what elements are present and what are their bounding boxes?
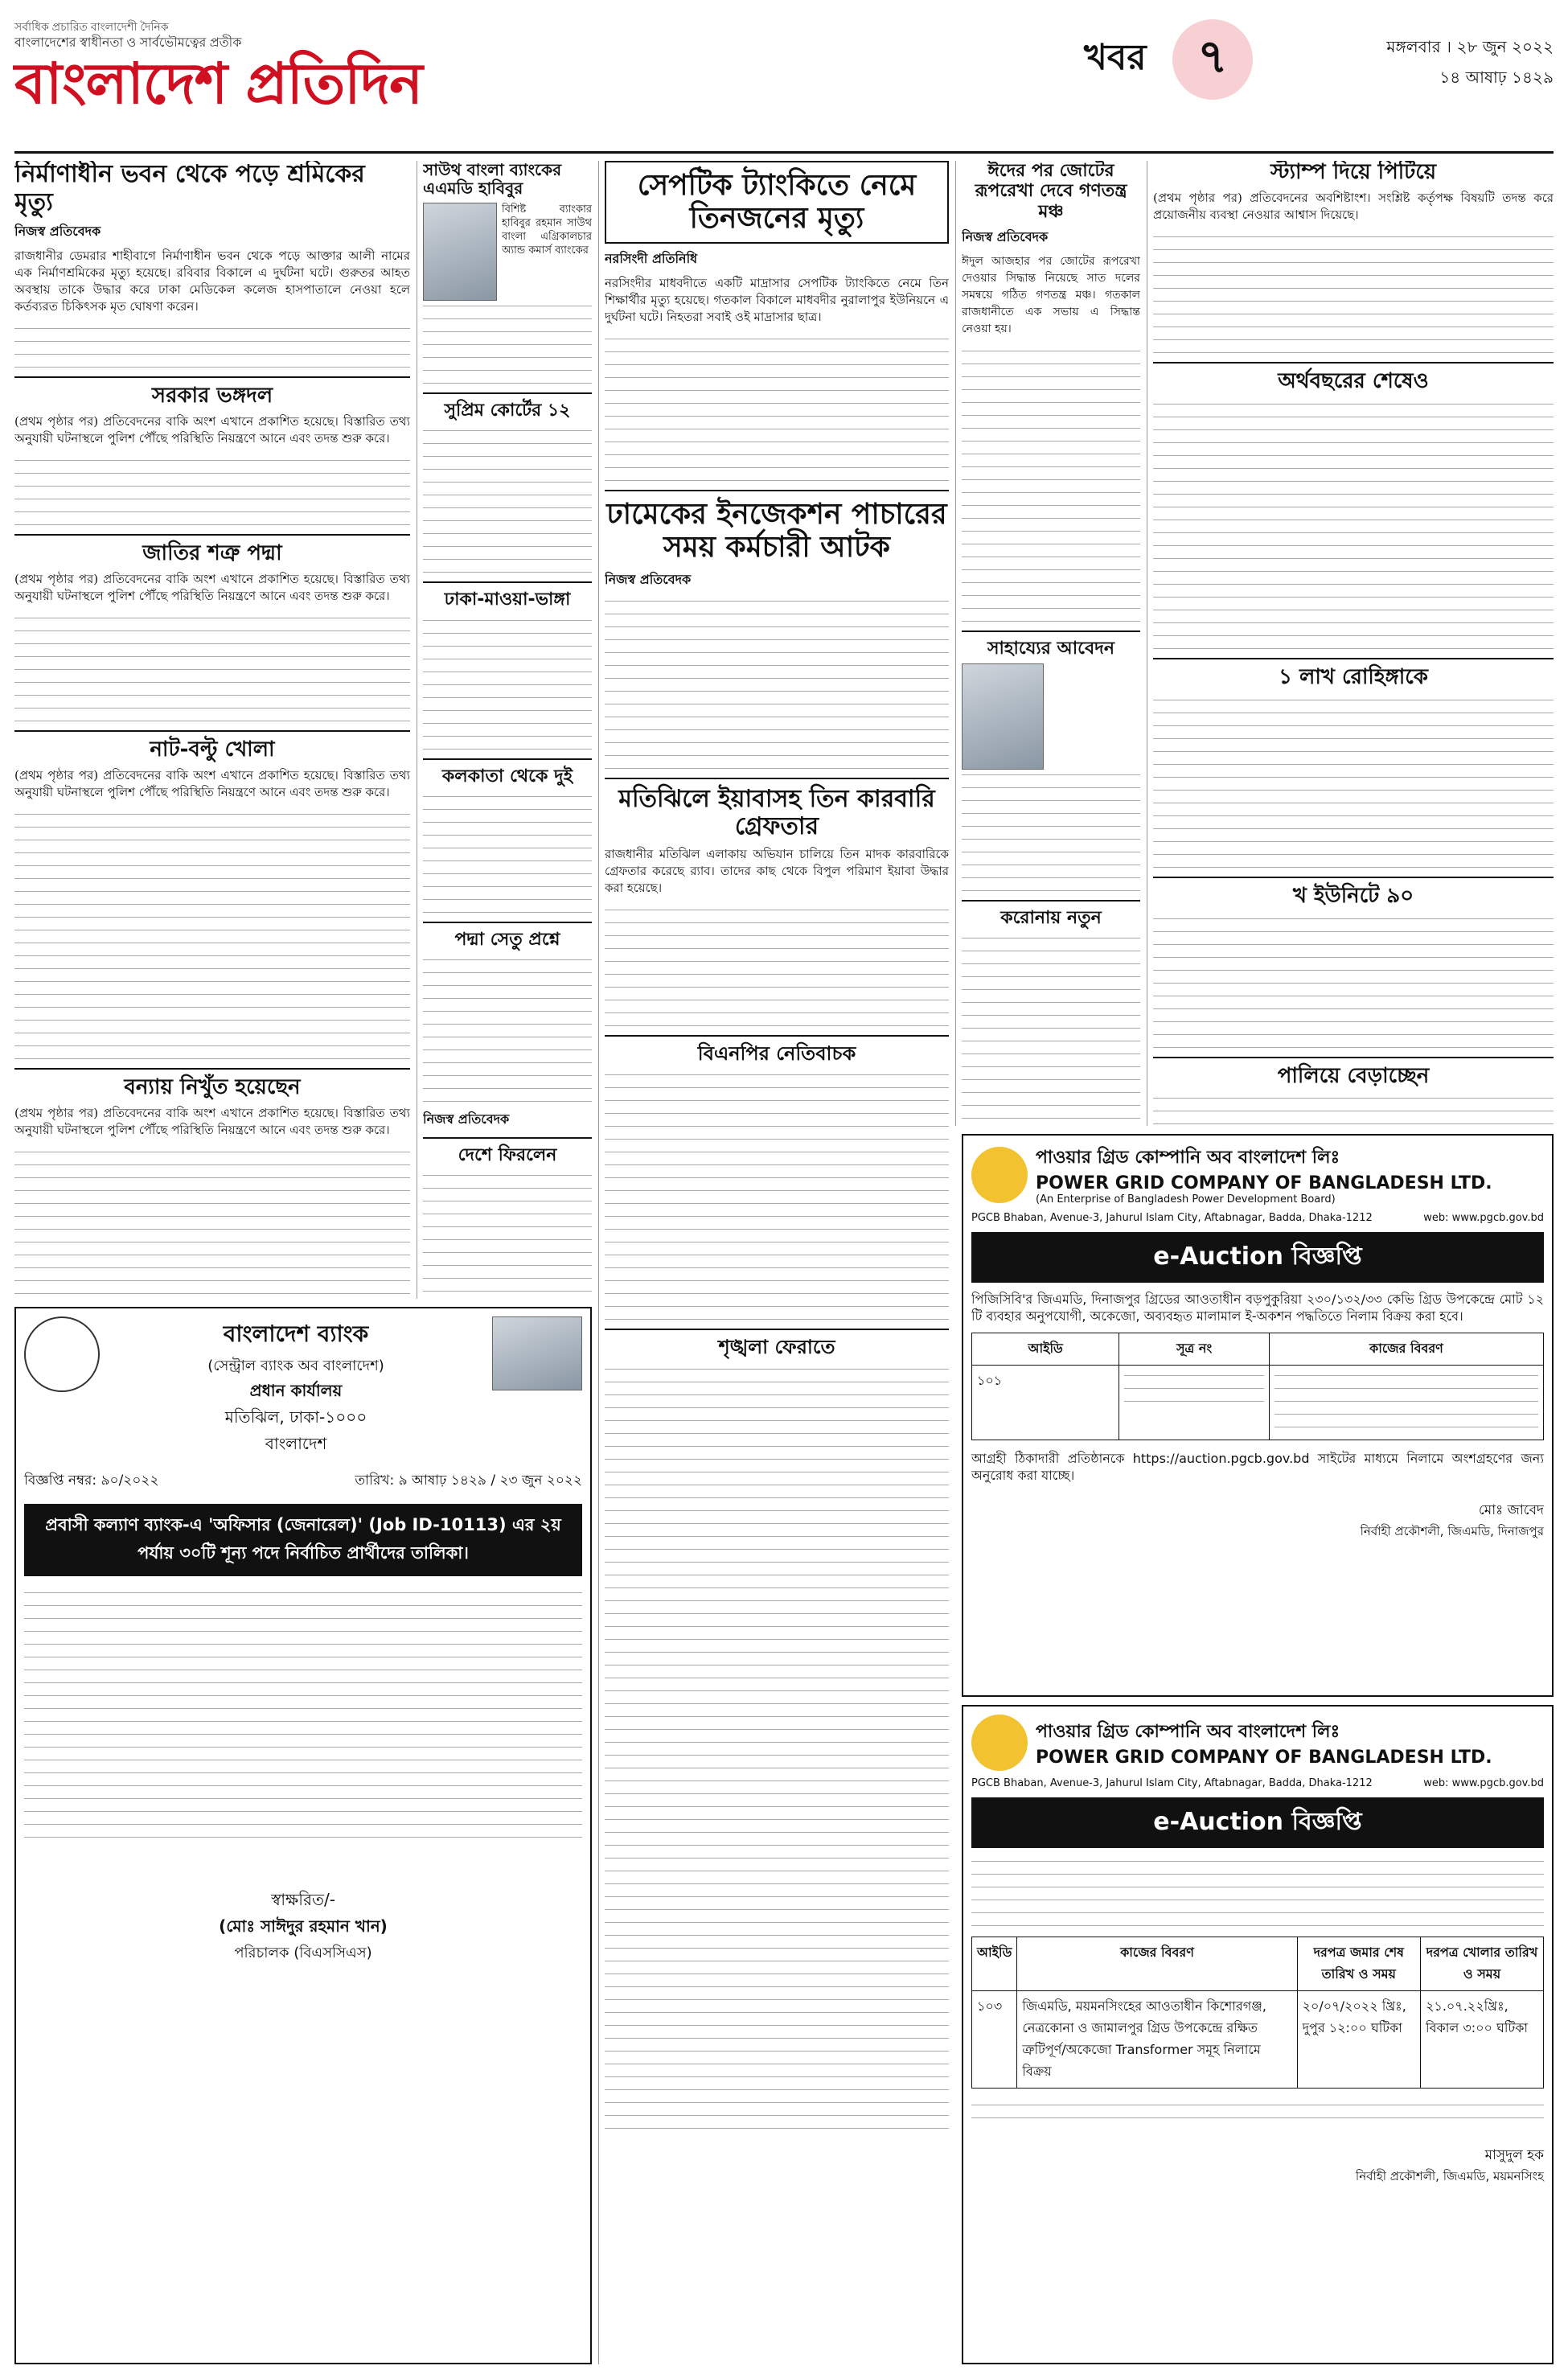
bank-address: মতিঝিল, ঢাকা-১০০০ bbox=[224, 1407, 367, 1427]
pgcb1-company-bn: পাওয়ার গ্রিড কোম্পানি অব বাংলাদেশ লিঃ bbox=[1036, 1148, 1340, 1168]
headline-fiscal-year[interactable]: অর্থবছরের শেষেও bbox=[1278, 368, 1429, 393]
newspaper-logo: বাংলাদেশ প্রতিদিন bbox=[14, 51, 422, 117]
pgcb1-col-ref: সূত্র নং bbox=[1119, 1333, 1270, 1366]
pgcb2-designation: নির্বাহী প্রকৌশলী, জিএমডি, ময়মনসিংহ bbox=[1355, 2169, 1544, 2183]
pgcb1-sub: (An Enterprise of Bangladesh Power Development Board) bbox=[1036, 1193, 1336, 1205]
pgcb1-id: ১০১ bbox=[972, 1366, 1119, 1440]
headline-dhaka-mawa[interactable]: ঢাকা-মাওয়া-ভাঙ্গা bbox=[444, 589, 571, 610]
headline-padma[interactable]: পদ্মা সেতু প্রশ্নে bbox=[454, 929, 560, 950]
column-6 bbox=[1153, 161, 1554, 1126]
pgcb1-company-en: POWER GRID COMPANY OF BANGLADESH LTD. bbox=[1036, 1173, 1492, 1193]
pgcb1-footer: আগ্রহী ঠিকাদারী প্রতিষ্ঠানকে https://auction.pgcb.gov.bd সাইটের মাধ্যমে নিলামে অংশগ্রহণের জন্য অনুরোধ করা যাচ্ছে। bbox=[971, 1451, 1544, 1483]
column-3-4 bbox=[605, 161, 949, 2364]
headline-yaba[interactable]: মতিঝিলে ইয়াবাসহ তিন কারবারি গ্রেফতার bbox=[618, 784, 935, 841]
alliance-body: ঈদুল আজহার পর জোটের রূপরেখা দেওয়ার সিদ্ধান্ত নিয়েছে সাত দলের সমন্বয়ে গঠিত গণতন্ত্র মঞ্চ। গতকাল রাজধানীতে এক সভায় এ সিদ্ধান্ত নেওয়া হয়। bbox=[962, 254, 1140, 335]
body-nut-bolt: (প্রথম পৃষ্ঠার পর) প্রতিবেদনের বাকি অংশ এখানে প্রকাশিত হয়েছে। বিস্তারিত তথ্য অনুযায়ী ঘটনাস্থলে পুলিশ পৌঁছে পরিস্থিতি নিয়ন্ত্রণে আনে এবং তদন্ত শুরু করে। bbox=[14, 767, 410, 799]
lead-body: রাজধানীর ডেমরার শাহীবাগে নির্মাণাধীন ভবন থেকে পড়ে আক্তার আলী নামের এক নির্মাণশ্রমিকের মৃত্যু হয়েছে। রবিবার বিকালে এ দুর্ঘটনা ঘটে। গুরুতর আহত অবস্থায় তাকে উদ্ধার করে ঢাকা মেডিকেল কলেজ হাসপাতালে নেওয়া হলে কর্তব্যরত চিকিৎসক মৃত ঘোষণা করেন। bbox=[14, 248, 410, 314]
headline-discipline[interactable]: শৃঙ্খলা ফেরাতে bbox=[718, 1336, 835, 1359]
lead-byline: নিজস্ব প্রতিবেদক bbox=[14, 224, 101, 239]
pgcb1-table bbox=[971, 1333, 1544, 1440]
headline-kha-unit[interactable]: খ ইউনিটে ৯০ bbox=[1292, 883, 1414, 908]
section-name: খবর bbox=[1084, 37, 1147, 78]
mujib-logo bbox=[492, 1316, 582, 1390]
profile-photo bbox=[423, 203, 497, 301]
pgcb2-address: PGCB Bhaban, Avenue-3, Jahurul Islam City, Aftabnagar, Badda, Dhaka-1212 bbox=[971, 1777, 1373, 1789]
pgcb1-col-id: আইডি bbox=[972, 1333, 1119, 1366]
headline-dmc-injection[interactable]: ঢামেকের ইনজেকশন পাচারের সময় কর্মচারী আটক bbox=[606, 497, 947, 565]
septic-byline: নরসিংদী প্রতিনিধি bbox=[605, 250, 698, 266]
ad-pgcb-dinajpur bbox=[962, 1134, 1554, 1697]
headline-corona[interactable]: করোনায় নতুন bbox=[1000, 908, 1102, 929]
septic-body: নরসিংদীর মাধবদীতে একটি মাদ্রাসার সেপটিক ট্যাংকিতে নেমে তিন শিক্ষার্থীর মৃত্যু হয়েছে। গতকাল বিকালে মাধবদীর নুরালাপুর ইউনিয়নে এ দুর্ঘটনা ঘটে। নিহতরা সবাই ওই মাদ্রাসার ছাত্র। bbox=[605, 275, 949, 324]
pgcb-logo-icon bbox=[971, 1147, 1028, 1203]
signer-designation: পরিচালক (বিএসসিএস) bbox=[234, 1945, 372, 1961]
pgcb2-title: e-Auction বিজ্ঞপ্তি bbox=[971, 1797, 1544, 1848]
headline-supreme-court[interactable]: সুপ্রিম কোর্টের ১২ bbox=[444, 400, 571, 421]
yaba-body: রাজধানীর মতিঝিল এলাকায় অভিযান চালিয়ে তিন মাদক কারবারিকে গ্রেফতার করেছে র‍্যাব। তাদের কাছ থেকে বিপুল পরিমাণ ইয়াবা উদ্ধার করা হয়েছে। bbox=[605, 846, 949, 895]
stamp-body: (প্রথম পৃষ্ঠার পর) প্রতিবেদনের অবশিষ্টাংশ। সংশ্লিষ্ট কর্তৃপক্ষ বিষয়টি তদন্ত করে প্রয়োজনীয় ব্যবস্থা নেওয়ার আশ্বাস দিয়েছে। bbox=[1153, 190, 1554, 222]
bank-country: বাংলাদেশ bbox=[265, 1434, 327, 1453]
pgcb2-logo-icon bbox=[971, 1715, 1028, 1771]
pgcb1-col-desc: কাজের বিবরণ bbox=[1269, 1333, 1543, 1366]
pgcb2-col-desc: কাজের বিবরণ bbox=[1017, 1937, 1297, 1991]
lead-headline[interactable]: নির্মাণাধীন ভবন থেকে পড়ে শ্রমিকের মৃত্যু bbox=[14, 161, 365, 216]
notice-number: বিজ্ঞপ্তি নম্বর: ৯০/২০২২ bbox=[24, 1472, 159, 1489]
column-2 bbox=[423, 161, 592, 1299]
alliance-byline: নিজস্ব প্রতিবেদক bbox=[962, 228, 1049, 244]
ad-pgcb-mymensingh bbox=[962, 1705, 1554, 2364]
pgcb2-item: জিএমডি, ময়মনসিংহের আওতাধীন কিশোরগঞ্জ, নেত্রকোনা ও জামালপুর গ্রিড উপকেন্দ্রে রক্ষিত ত্রুটিপূর্ণ/অকেজো Transformer সমূহ নিলামে বিক্রয় bbox=[1017, 1991, 1297, 2089]
headline-jatir[interactable]: জাতির শত্রু পদ্মা bbox=[142, 540, 282, 565]
pgcb2-company-en: POWER GRID COMPANY OF BANGLADESH LTD. bbox=[1036, 1748, 1492, 1768]
headline-flood[interactable]: বন্যায় নিখুঁত হয়েছেন bbox=[124, 1074, 301, 1099]
headline-rohingya[interactable]: ১ লাখ রোহিঙ্গাকে bbox=[1279, 664, 1428, 689]
headline-kolkata[interactable]: কলকাতা থেকে দুই bbox=[441, 766, 573, 787]
pgcb2-col-id: আইডি bbox=[972, 1937, 1017, 1991]
headline-nut-bolt[interactable]: নাট-বল্টু খোলা bbox=[150, 737, 275, 762]
notice-headline: প্রবাসী কল্যাণ ব্যাংক-এ 'অফিসার (জেনারেল)' (Job ID-10113) এর ২য় পর্যায় ৩০টি শূন্য পদে নির্বাচিত প্রার্থীদের তালিকা। bbox=[24, 1504, 582, 1576]
pgcb2-opening: ২১.০৭.২২খ্রিঃ, বিকাল ৩:০০ ঘটিকা bbox=[1421, 1991, 1544, 2089]
date-bangla: ১৪ আষাঢ় ১৪২৯ bbox=[1439, 68, 1554, 87]
headline-sarkar[interactable]: সরকার ভঙ্গদল bbox=[151, 384, 273, 408]
bank-title: বাংলাদেশ ব্যাংক bbox=[223, 1320, 369, 1347]
pgcb2-col-deadline: দরপত্র জমার শেষ তারিখ ও সময় bbox=[1297, 1937, 1420, 1991]
pgcb1-address: PGCB Bhaban, Avenue-3, Jahurul Islam City, Aftabnagar, Badda, Dhaka-1212 bbox=[971, 1212, 1373, 1224]
headline-returned[interactable]: দেশে ফিরলেন bbox=[458, 1145, 557, 1166]
pgcb2-col-opening: দরপত্র খোলার তারিখ ও সময় bbox=[1421, 1937, 1544, 1991]
pgcb1-designation: নির্বাহী প্রকৌশলী, জিএমডি, দিনাজপুর bbox=[1360, 1524, 1544, 1538]
pgcb1-web: web: www.pgcb.gov.bd bbox=[1423, 1212, 1544, 1224]
headline-fleeing[interactable]: পালিয়ে বেড়াচ্ছেন bbox=[1277, 1063, 1430, 1088]
pgcb1-title: e-Auction বিজ্ঞপ্তি bbox=[971, 1232, 1544, 1283]
profile-caption: বিশিষ্ট ব্যাংকার হাবিবুর রহমান সাউথ বাংলা এগ্রিকালচার অ্যান্ড কমার্স ব্যাংকের bbox=[502, 203, 592, 257]
pgcb1-intro: পিজিসিবি'র জিএমডি, দিনাজপুর গ্রিডের আওতাধীন বড়পুকুরিয়া ২৩০/১৩২/৩৩ কেভি গ্রিড উপকেন্দ্রে মোট ১২ টি ব্যবহার অনুপযোগী, অকেজো, অব্যবহৃত মালামাল ই-অকশন পদ্ধতিতে নিলাম বিক্রয় করা হবে। bbox=[971, 1292, 1544, 1324]
signer-name: (মোঃ সাঈদুর রহমান খান) bbox=[219, 1916, 388, 1936]
pgcb2-table bbox=[971, 1937, 1544, 2089]
profile-headline[interactable]: সাউথ বাংলা ব্যাংকের এএমডি হাবিবুর bbox=[423, 161, 562, 198]
headline-appeal[interactable]: সাহায্যের আবেদন bbox=[987, 638, 1114, 659]
pgcb1-signer: মোঃ জাবেদ bbox=[1478, 1502, 1544, 1518]
padma-byline: নিজস্ব প্রতিবেদক bbox=[423, 1111, 510, 1127]
column-1 bbox=[14, 161, 410, 1299]
date-english: মঙ্গলবার । ২৮ জুন ২০২২ bbox=[1386, 37, 1554, 56]
page-number: ৭ bbox=[1172, 19, 1253, 100]
pgcb2-id: ১০৩ bbox=[972, 1991, 1017, 2089]
pgcb2-signer: মাসুদুল হক bbox=[1484, 2147, 1544, 2163]
ad-bangladesh-bank bbox=[14, 1307, 592, 2364]
headline-alliance[interactable]: ঈদের পর জোটের রূপরেখা দেবে গণতন্ত্র মঞ্চ bbox=[975, 161, 1127, 222]
masthead-tagline-2: বাংলাদেশের স্বাধীনতা ও সার্বভৌমত্বের প্রতীক bbox=[14, 36, 242, 50]
headline-septic-tank[interactable]: সেপটিক ট্যাংকিতে নেমে তিনজনের মৃত্যু bbox=[605, 161, 949, 244]
notice-date: তারিখ: ৯ আষাঢ় ১৪২৯ / ২৩ জুন ২০২২ bbox=[355, 1472, 582, 1489]
headline-bnp[interactable]: বিএনপির নেতিবাচক bbox=[697, 1041, 856, 1065]
appeal-photo bbox=[962, 663, 1044, 770]
pgcb2-web: web: www.pgcb.gov.bd bbox=[1423, 1777, 1544, 1789]
masthead bbox=[14, 14, 1554, 154]
column-5 bbox=[962, 161, 1140, 1126]
pgcb2-company-bn: পাওয়ার গ্রিড কোম্পানি অব বাংলাদেশ লিঃ bbox=[1036, 1722, 1340, 1742]
body-jatir: (প্রথম পৃষ্ঠার পর) প্রতিবেদনের বাকি অংশ এখানে প্রকাশিত হয়েছে। বিস্তারিত তথ্য অনুযায়ী ঘটনাস্থলে পুলিশ পৌঁছে পরিস্থিতি নিয়ন্ত্রণে আনে এবং তদন্ত শুরু করে। bbox=[14, 571, 410, 603]
pgcb2-deadline: ২০/০৭/২০২২ খ্রিঃ, দুপুর ১২:০০ ঘটিকা bbox=[1297, 1991, 1420, 2089]
signature-label: স্বাক্ষরিত/- bbox=[271, 1890, 335, 1909]
bank-seal-icon bbox=[24, 1316, 100, 1392]
bank-subtitle: (সেন্ট্রাল ব্যাংক অব বাংলাদেশ) bbox=[207, 1357, 384, 1374]
dmc-byline: নিজস্ব প্রতিবেদক bbox=[605, 571, 692, 587]
bank-office: প্রধান কার্যালয় bbox=[249, 1381, 343, 1400]
masthead-tagline: সর্বাধিক প্রচারিত বাংলাদেশী দৈনিক bbox=[14, 20, 169, 33]
body-sarkar: (প্রথম পৃষ্ঠার পর) প্রতিবেদনের বাকি অংশ এখানে প্রকাশিত হয়েছে। বিস্তারিত তথ্য অনুযায়ী ঘটনাস্থলে পুলিশ পৌঁছে পরিস্থিতি নিয়ন্ত্রণে আনে এবং তদন্ত শুরু করে। bbox=[14, 413, 410, 446]
body-flood: (প্রথম পৃষ্ঠার পর) প্রতিবেদনের বাকি অংশ এখানে প্রকাশিত হয়েছে। বিস্তারিত তথ্য অনুযায়ী ঘটনাস্থলে পুলিশ পৌঁছে পরিস্থিতি নিয়ন্ত্রণে আনে এবং তদন্ত শুরু করে। bbox=[14, 1105, 410, 1137]
headline-stamp[interactable]: স্ট্যাম্প দিয়ে পিটিয়ে bbox=[1270, 161, 1437, 184]
